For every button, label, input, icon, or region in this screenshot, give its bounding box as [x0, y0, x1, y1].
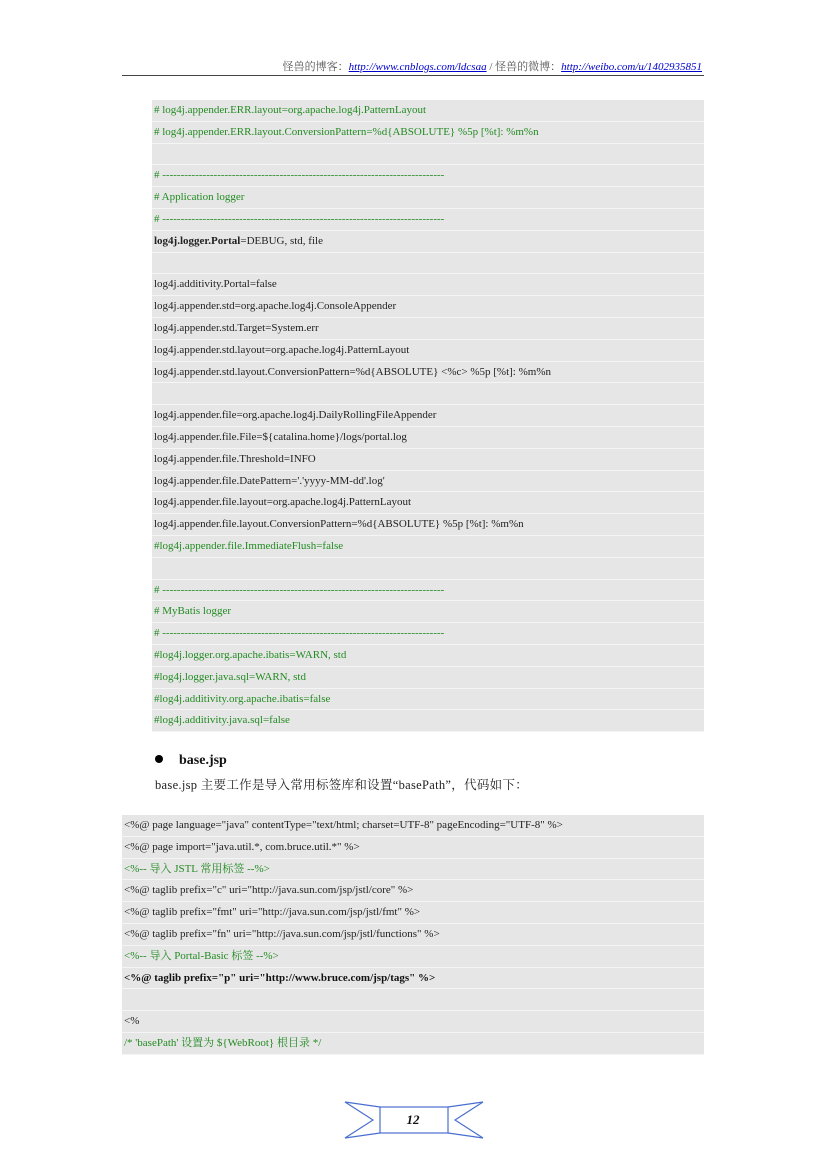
code-text: <%-- 导入 Portal-Basic 标签 --%>	[124, 949, 279, 962]
code-line	[122, 1011, 704, 1033]
section-heading-text: base.jsp	[179, 753, 227, 768]
code-text: <%@ page language="java" contentType="text/html; charset=UTF-8" pageEncoding="UTF-8" %>	[124, 819, 563, 831]
code-text: <%@ taglib prefix="fmt" uri="http://java.sun.com/jsp/jstl/fmt" %>	[124, 906, 421, 919]
blog-label: 怪兽的博客：	[282, 61, 349, 73]
page-number: 12	[406, 1112, 420, 1127]
header-rule	[122, 75, 704, 76]
code-text: =DEBUG, std, file	[240, 234, 323, 247]
code-line	[152, 100, 704, 122]
weibo-link[interactable]: http://weibo.com/u/1402935851	[561, 61, 702, 73]
blog-link[interactable]: http://www.cnblogs.com/ldcsaa	[348, 61, 487, 73]
code-line	[122, 924, 704, 946]
code-text: # log4j.appender.ERR.layout.ConversionPattern=%d{ABSOLUTE} %5p [%t]: %m%n	[154, 125, 539, 138]
code-line	[122, 902, 704, 924]
code-line	[152, 253, 704, 275]
code-text: # -----------------------------------------------------------------------------	[154, 212, 445, 225]
code-line	[152, 580, 704, 602]
section-heading	[155, 753, 227, 769]
code-text: # log4j.appender.ERR.layout=org.apache.log4j.PatternLayout	[154, 104, 427, 116]
code-line	[122, 837, 704, 859]
code-text: #log4j.logger.org.apache.ibatis=WARN, std	[154, 648, 347, 661]
code-text: /* 'basePath' 设置为 ${WebRoot} 根目录 */	[124, 1036, 322, 1049]
code-text: log4j.appender.file.Threshold=INFO	[154, 452, 316, 465]
code-line	[152, 558, 704, 580]
code-line	[152, 144, 704, 166]
code-line	[152, 689, 704, 711]
code-text: <%-- 导入 JSTL 常用标签 --%>	[124, 862, 270, 875]
code-text: <%@ taglib prefix="c" uri="http://java.sun.com/jsp/jstl/core" %>	[124, 884, 414, 897]
code-line	[152, 209, 704, 231]
code-line	[152, 645, 704, 667]
code-text: #log4j.logger.java.sql=WARN, std	[154, 670, 306, 683]
code-line	[152, 340, 704, 362]
code-line	[152, 536, 704, 558]
code-line	[122, 989, 704, 1011]
code-text: log4j.appender.std.layout.ConversionPattern=%d{ABSOLUTE} <%c> %5p [%t]: %m%n	[154, 365, 551, 378]
code-line	[122, 880, 704, 902]
code-text: # Application logger	[154, 191, 245, 204]
code-text: log4j.appender.file.File=${catalina.home}/logs/portal.log	[154, 430, 407, 443]
code-line	[152, 405, 704, 427]
code-line	[152, 274, 704, 296]
bullet-icon	[155, 755, 163, 763]
code-line	[152, 383, 704, 405]
code-text: log4j.appender.std.Target=System.err	[154, 321, 319, 334]
code-text: <%@ taglib prefix="p" uri="http://www.bruce.com/jsp/tags" %>	[124, 971, 436, 984]
code-line	[122, 946, 704, 968]
code-line	[152, 427, 704, 449]
code-text: log4j.appender.file=org.apache.log4j.DailyRollingFileAppender	[154, 409, 437, 422]
code-text: <%@ page import="java.util.*, com.bruce.util.*" %>	[124, 840, 360, 853]
code-line	[152, 362, 704, 384]
code-line	[122, 815, 704, 837]
code-text: #log4j.appender.file.ImmediateFlush=false	[154, 539, 344, 552]
code-text: log4j.appender.file.DatePattern='.'yyyy-MM-dd'.log'	[154, 474, 385, 487]
weibo-label: 怪兽的微博：	[495, 61, 562, 73]
code-line	[152, 231, 704, 253]
code-text: # -----------------------------------------------------------------------------	[154, 583, 445, 596]
code-text: <%	[124, 1015, 140, 1028]
code-text: log4j.appender.file.layout.ConversionPattern=%d{ABSOLUTE} %5p [%t]: %m%n	[154, 518, 524, 531]
code-line	[152, 187, 704, 209]
jsp-code-block	[122, 815, 704, 1055]
code-line	[122, 1033, 704, 1055]
code-key: log4j.logger.Portal	[154, 234, 241, 247]
code-text: # -----------------------------------------------------------------------------	[154, 169, 445, 182]
code-line	[152, 296, 704, 318]
header-separator: /	[486, 61, 496, 73]
log4j-code-block	[152, 100, 704, 732]
code-line	[152, 667, 704, 689]
code-line	[152, 514, 704, 536]
code-line	[152, 623, 704, 645]
code-text: # MyBatis logger	[154, 605, 231, 618]
code-line	[152, 318, 704, 340]
code-line	[152, 471, 704, 493]
code-line	[122, 859, 704, 881]
code-text: log4j.appender.std=org.apache.log4j.ConsoleAppender	[154, 300, 397, 313]
code-line	[152, 601, 704, 623]
code-text: #log4j.additivity.org.apache.ibatis=false	[154, 692, 331, 705]
section-description: base.jsp 主要工作是导入常用标签库和设置“basePath”，代码如下：	[155, 778, 529, 792]
code-text: #log4j.additivity.java.sql=false	[154, 714, 290, 727]
code-line	[122, 968, 704, 990]
code-line	[152, 492, 704, 514]
code-line	[152, 122, 704, 144]
code-line	[152, 449, 704, 471]
code-text: # -----------------------------------------------------------------------------	[154, 627, 445, 640]
code-text: log4j.additivity.Portal=false	[154, 278, 277, 291]
code-text: <%@ taglib prefix="fn" uri="http://java.sun.com/jsp/jstl/functions" %>	[124, 927, 440, 940]
code-line	[152, 165, 704, 187]
code-line	[152, 710, 704, 732]
page-header	[283, 58, 702, 74]
code-text: log4j.appender.std.layout=org.apache.log4j.PatternLayout	[154, 343, 410, 356]
code-text: log4j.appender.file.layout=org.apache.log4j.PatternLayout	[154, 496, 412, 509]
